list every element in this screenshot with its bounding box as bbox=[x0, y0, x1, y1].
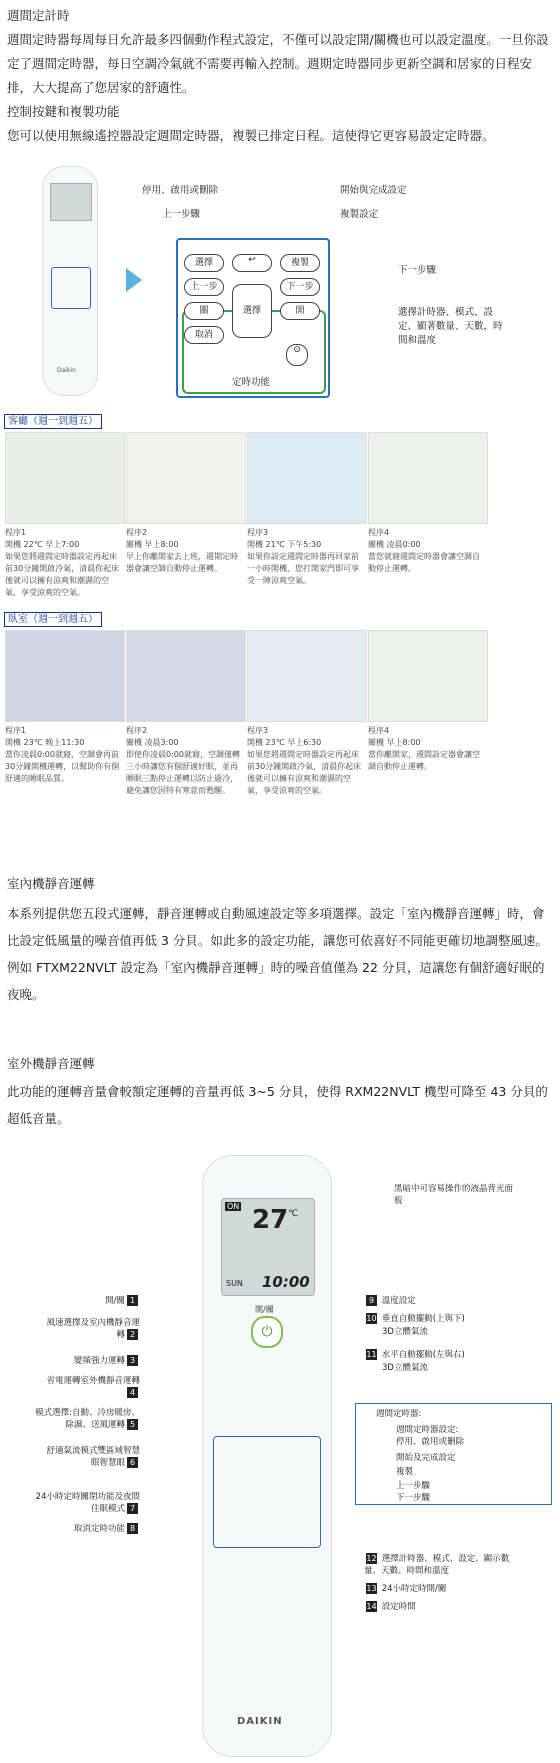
weekly-timer-zone bbox=[213, 1436, 321, 1548]
label-swing-h: 11 水平自動擺動(左與右) bbox=[366, 1350, 465, 1360]
label-swing-v: 10 垂直自動擺動(上與下) bbox=[366, 1314, 465, 1324]
daikin-logo-small: Daikin bbox=[57, 367, 76, 374]
living-room-tag: 客廳（週一到週五） bbox=[4, 414, 102, 429]
remote-diagram-1 bbox=[0, 160, 560, 400]
indoor-paragraph: 本系列提供您五段式運轉，靜音運轉或自動風速設定等多項選擇。設定「室內機靜音運轉」時，會比設定低風量的噪音值再低 3 分貝。如此多的設定功能，讓您可依喜好不同能更確切地調整風速。例如 FTXM22NVLT 設定為「室內機靜音運轉」時的噪音值僅為 22 分貝，這讓您有個舒適好眠的夜晚。 bbox=[7, 906, 548, 1002]
remote-small-image bbox=[42, 166, 98, 396]
bedroom-photo-1 bbox=[5, 630, 125, 722]
controls-paragraph: 您可以使用無線遙控器設定週間定時器，複製已排定日程。這使得它更容易設定定時器。 bbox=[7, 128, 495, 143]
on-button[interactable]: 開 bbox=[280, 302, 320, 320]
left-label-1: 開/關 1 bbox=[105, 1295, 140, 1307]
remote-lcd: ON 27 ℃ SUN 10:00 bbox=[221, 1198, 315, 1296]
label-3d-b: 3D立體氣流 bbox=[382, 1363, 428, 1373]
bedroom-photo-2 bbox=[126, 630, 246, 722]
living-caption-4: 程序4 關機 凌晨0:00 當您就寢週間定時器會讓空調自動停止運轉。 bbox=[368, 528, 480, 573]
left-label-7: 24小時定時關閉功能及夜間住眠模式 7 bbox=[35, 1492, 140, 1514]
arrow-right-icon bbox=[126, 268, 142, 292]
clock-button[interactable]: ⊙ bbox=[286, 344, 308, 366]
label-n12: 12 選擇計時器、模式、設定、顯示數量、天數、時間和溫度 bbox=[364, 1554, 510, 1576]
bedroom-caption-2: 程序2 關機 凌晨3:00 即使你凌晨0:00就寢，空調僅轉三小時讓您有個舒適好眠，並再睡眠三點停止運轉以防止過冷，避免讓您因特有寒意而甦醒。 bbox=[126, 726, 240, 795]
bedroom-tag: 臥室（週一到週五） bbox=[4, 612, 102, 627]
heading-indoor-quiet: 室內機靜音運轉 bbox=[7, 876, 95, 891]
left-label-2: 風速選擇及室內機靜音運轉 2 bbox=[46, 1318, 140, 1340]
label-select-desc: 選擇計時器、模式、設定、顯著數量、天數，時間和溫度 bbox=[398, 307, 503, 346]
copy-button[interactable]: 複製 bbox=[280, 254, 320, 272]
left-label-3: 變頻強力運轉 3 bbox=[74, 1355, 140, 1367]
remote-large-image: ON 27 ℃ SUN 10:00 開/關 ⏻ DAIKIN bbox=[202, 1155, 332, 1757]
next-step-button[interactable]: 下一步 bbox=[280, 278, 320, 296]
heading-outdoor-quiet: 室外機靜音運轉 bbox=[7, 1056, 95, 1071]
bedroom-photos bbox=[5, 630, 555, 722]
heading-weekly-timer: 週間定計時 bbox=[7, 8, 70, 23]
label-n14: 14 設定時間 bbox=[366, 1602, 416, 1612]
heading-controls: 控制按鍵和複製功能 bbox=[7, 104, 120, 119]
weekly-timer-legend: 週間定時器: 週間定時器設定: 停用、啟用或刪除 開始及完成設定 複製 上一步驟 下一步驟 bbox=[355, 1403, 552, 1505]
left-label-8: 取消定時功能 8 bbox=[74, 1523, 140, 1535]
living-caption-1: 程序1 開機 22℃ 早上7:00 如果您將週間定時器設定再起床前30分鐘開啟冷氣，清晨你起床後就可以擁有涼爽和潮濕的空氣，享受涼爽的空氣。 bbox=[5, 528, 120, 597]
label-n13: 13 24小時定時開/關 bbox=[366, 1584, 447, 1594]
enable-button[interactable]: 選擇 bbox=[184, 254, 224, 272]
weekly-timer-paragraph: 週間定時器每周每日允許最多四個動作程式設定，不僅可以設定開/關機也可以設定溫度。一旦你設定了週間定時器，每日空調冷氣就不需要再輸入控制。週期定時器同步更新空調和居家的日程安排，大大提高了您居家的舒適性。 bbox=[7, 32, 549, 95]
label-temp-set: 9 溫度設定 bbox=[364, 1295, 416, 1307]
left-label-4: 省電運轉室外機靜音運轉4 bbox=[46, 1376, 140, 1397]
timer-func-label: 定時功能 bbox=[232, 377, 271, 388]
label-copy-setting: 複製設定 bbox=[340, 209, 379, 220]
prev-step-button[interactable]: 上一步 bbox=[184, 278, 224, 296]
label-start-end: 開始與完成設定 bbox=[340, 185, 407, 196]
living-photo-4 bbox=[368, 432, 488, 524]
cancel-button[interactable]: 取消 bbox=[184, 326, 224, 344]
label-3d-a: 3D立體氣流 bbox=[382, 1327, 428, 1337]
bedroom-photo-3 bbox=[247, 630, 367, 722]
label-enable-disable: 停用、啟用或刪除 bbox=[142, 185, 219, 196]
living-room-photos bbox=[5, 432, 555, 524]
living-caption-3: 程序3 開機 21℃ 下午5:30 如果你設定週間定時器再回家前一小時開機，您打開家門即可享受一陣涼爽空氣。 bbox=[247, 528, 359, 585]
outdoor-paragraph: 此功能的運轉音量會較額定運轉的音量再低 3~5 分貝，使得 RXM22NVLT 機型可降至 43 分貝的超低音量。 bbox=[7, 1084, 548, 1126]
button-panel-zoom bbox=[176, 238, 330, 398]
select-button[interactable]: 選擇 bbox=[232, 284, 272, 338]
power-button[interactable]: ⏻ bbox=[251, 1316, 283, 1348]
remote-diagram-2 bbox=[0, 1145, 560, 1760]
label-next-step: 下一步驟 bbox=[398, 265, 437, 276]
bedroom-caption-4: 程序4 關機 早上8:00 當你離開家，週間設定器會讓空調自動停止運轉。 bbox=[368, 726, 480, 771]
left-label-5: 模式選擇:自動、冷房暖房、除濕、送風運轉 5 bbox=[35, 1408, 140, 1430]
bedroom-photo-4 bbox=[368, 630, 488, 722]
living-photo-3 bbox=[247, 432, 367, 524]
daikin-logo: DAIKIN bbox=[237, 1716, 283, 1727]
living-photo-1 bbox=[5, 432, 125, 524]
left-label-6: 舒適氣流模式雙區域智慧眼智慧眼 6 bbox=[46, 1446, 140, 1468]
bedroom-caption-1: 程序1 開機 23℃ 晚上11:30 當你凌晨0:00就寢，空調會再前30分鐘開機運轉，以幫助你有個舒適的睡眠品質。 bbox=[5, 726, 120, 783]
living-photo-2 bbox=[126, 432, 246, 524]
label-prev-step: 上一步驟 bbox=[162, 209, 201, 220]
back-button[interactable]: ↩ bbox=[232, 254, 272, 272]
label-backlight: 黑暗中可容易操作的液晶背光面板 bbox=[394, 1184, 514, 1206]
living-caption-2: 程序2 關機 早上8:00 早上你離開家去上班，週期定時器會讓空調自動停止運轉。 bbox=[126, 528, 238, 573]
bedroom-caption-3: 程序3 開機 23℃ 早上6:30 如果您將週間定時器設定再起床前30分鐘開啟冷氣，清晨你起床後就可以擁有涼爽和潮濕的空氣，享受涼爽的空氣。 bbox=[247, 726, 362, 795]
off-button[interactable]: 關 bbox=[184, 302, 224, 320]
